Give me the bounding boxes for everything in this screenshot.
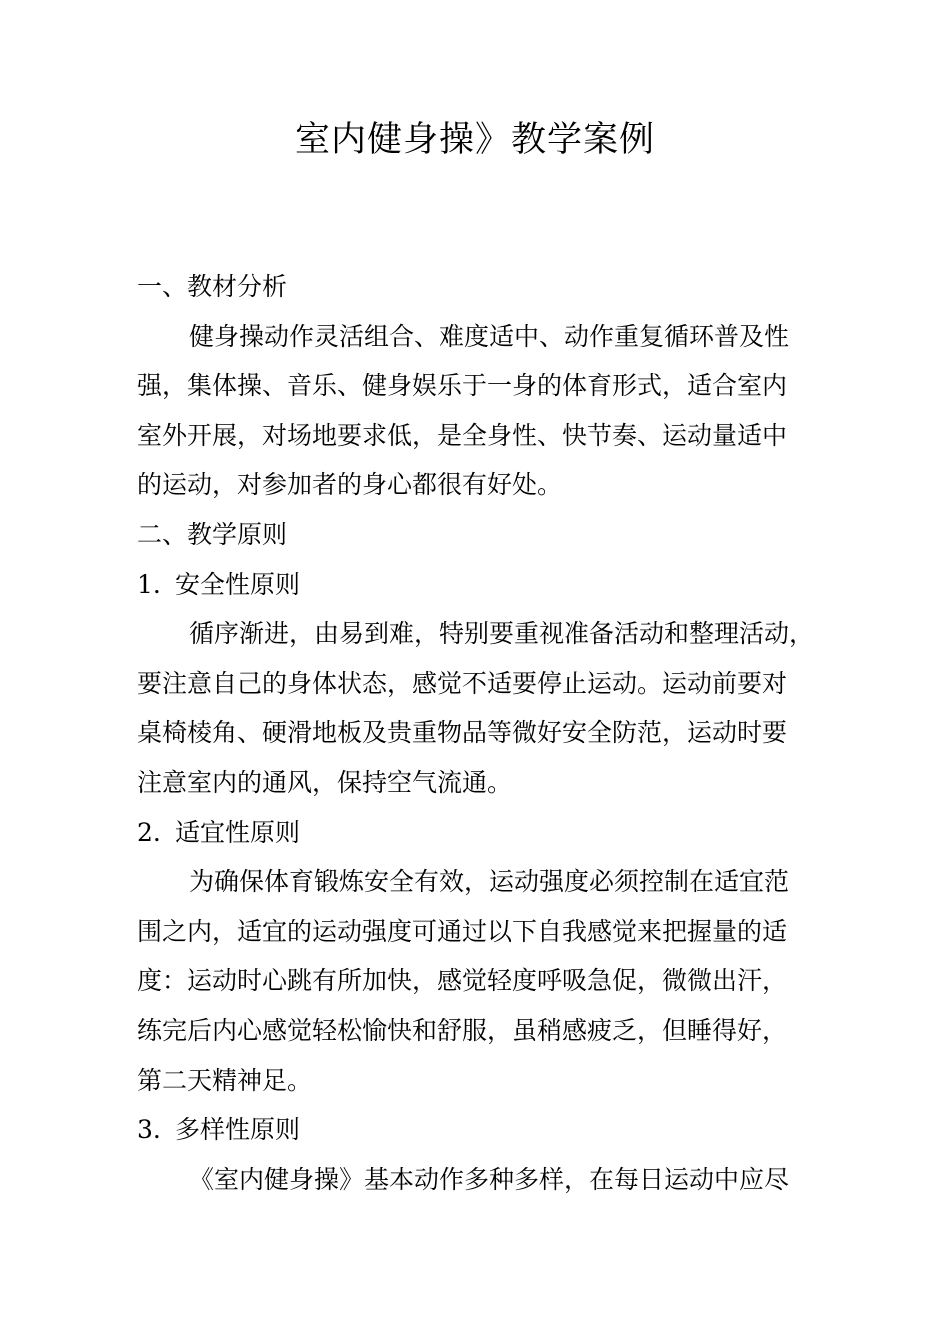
section-heading-teaching-principles: 二、教学原则	[137, 519, 288, 549]
subheading-number: 2.	[137, 817, 161, 847]
subheading-number: 3.	[137, 1115, 161, 1145]
subheading-text: 适宜性原则	[175, 817, 301, 847]
document-body	[137, 262, 817, 1204]
paragraph-line: 第二天精神足。	[137, 1065, 313, 1095]
subheading-text: 多样性原则	[175, 1115, 301, 1145]
paragraph-line: 练完后内心感觉轻松愉快和舒服，虽稍感疲乏，但睡得好，	[137, 1015, 788, 1045]
paragraph-line: 要注意自己的身体状态，感觉不适要停止运动。运动前要对	[137, 668, 788, 698]
paragraph-line: 度：运动时心跳有所加快，感觉轻度呼吸急促，微微出汗，	[137, 966, 788, 996]
paragraph-line: 围之内，适宜的运动强度可通过以下自我感觉来把握量的适	[137, 916, 788, 946]
subheading-text: 安全性原则	[175, 569, 301, 599]
subheading-suitability	[137, 808, 817, 858]
subheading-diversity	[137, 1105, 817, 1155]
paragraph-line: 室外开展，对场地要求低，是全身性、快节奏、运动量适中	[137, 420, 788, 450]
subheading-safety	[137, 560, 817, 610]
paragraph-line: 循序渐进，由易到难，特别要重视准备活动和整理活动，	[189, 619, 815, 649]
paragraph-line: 桌椅棱角、硬滑地板及贵重物品等微好安全防范，运动时要	[137, 718, 788, 748]
paragraph-line: 健身操动作灵活组合、难度适中、动作重复循环普及性	[189, 321, 790, 351]
section-heading-material-analysis: 一、教材分析	[137, 272, 288, 301]
subheading-number: 1.	[137, 569, 161, 599]
paragraph-line: 强，集体操、音乐、健身娱乐于一身的体育形式，适合室内	[137, 371, 788, 401]
paragraph-line: 为确保体育锻炼安全有效，运动强度必须控制在适宜范	[189, 867, 790, 897]
paragraph-line: 的运动，对参加者的身心都很有好处。	[137, 470, 563, 500]
document-title: 室内健身操》教学案例	[294, 120, 655, 160]
paragraph-line: 《室内健身操》基本动作多种多样，在每日运动中应尽	[189, 1164, 790, 1194]
paragraph-line: 注意室内的通风，保持空气流通。	[137, 767, 513, 797]
